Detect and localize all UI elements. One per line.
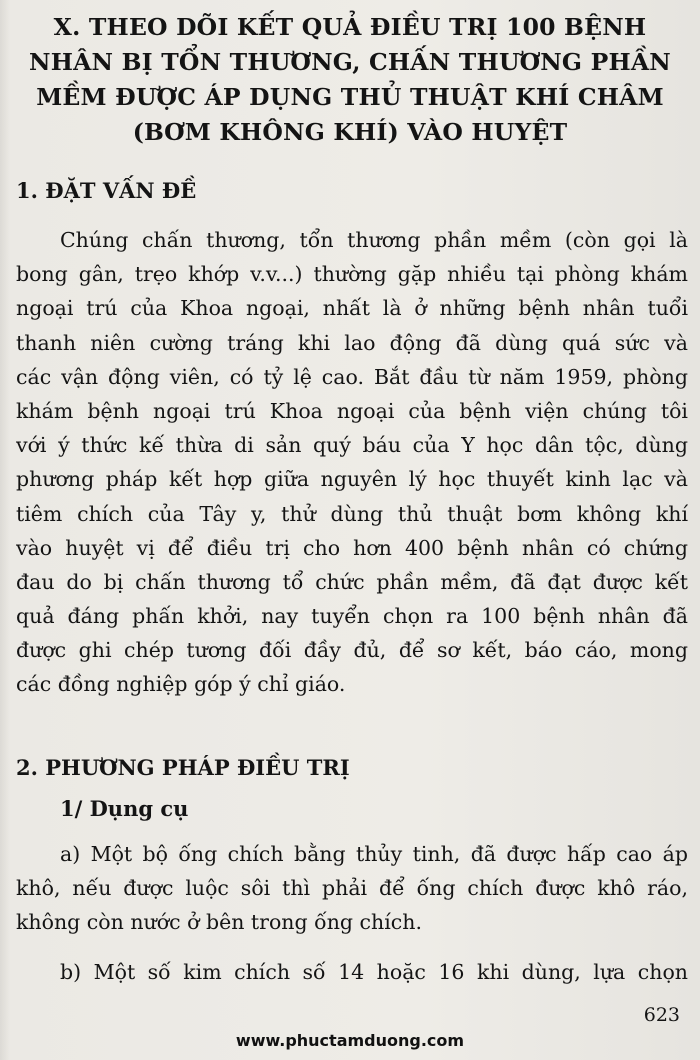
text-line: các đồng nghiệp góp ý chỉ giáo. bbox=[16, 672, 346, 697]
subsection-heading: 1/ Dụng cụ bbox=[60, 796, 189, 821]
title-line: MỀM ĐƯỢC ÁP DỤNG THỦ THUẬT KHÍ CHÂM bbox=[36, 83, 664, 111]
title-line: X. THEO DÕI KẾT QUẢ ĐIỀU TRỊ 100 BỆNH bbox=[53, 13, 647, 41]
text-line: khám bệnh ngoại trú Khoa ngoại của bệnh viện chúng tôi bbox=[16, 398, 688, 423]
text-line: tiêm chích của Tây y, thử dùng thủ thuật bơm không khí bbox=[16, 501, 688, 526]
item-a-paragraph bbox=[16, 837, 688, 940]
page-title bbox=[14, 10, 686, 150]
text-line: b) Một số kim chích số 14 hoặc 16 khi dùng, lựa chọn bbox=[60, 960, 688, 984]
text-line: với ý thức kế thừa di sản quý báu của Y học dân tộc, dùng bbox=[16, 433, 688, 458]
section-2-heading: 2. PHƯƠNG PHÁP ĐIỀU TRỊ bbox=[16, 755, 350, 780]
text-line: ngoại trú của Khoa ngoại, nhất là ở những bệnh nhân tuổi bbox=[16, 296, 688, 321]
section-1-heading: 1. ĐẶT VẤN ĐỀ bbox=[16, 178, 197, 203]
text-line: khô, nếu được luộc sôi thì phải để ống chích được khô ráo, bbox=[16, 876, 688, 901]
title-line: (BƠM KHÔNG KHÍ) VÀO HUYỆT bbox=[132, 118, 568, 146]
text-line: Chúng chấn thương, tổn thương phần mềm (còn gọi là bbox=[60, 228, 688, 252]
text-line: thanh niên cường tráng khi lao động đã dùng quá sức và bbox=[16, 330, 688, 355]
text-line: các vận động viên, có tỷ lệ cao. Bắt đầu từ năm 1959, phòng bbox=[16, 364, 688, 389]
item-b-paragraph bbox=[16, 955, 688, 989]
text-line: được ghi chép tương đối đầy đủ, để sơ kết, báo cáo, mong bbox=[16, 638, 688, 663]
text-line: vào huyệt vị để điều trị cho hơn 400 bệnh nhân có chứng bbox=[16, 535, 688, 560]
footer-website-url: www.phuctamduong.com bbox=[235, 1031, 465, 1050]
title-line: NHÂN BỊ TỔN THƯƠNG, CHẤN THƯƠNG PHẦN bbox=[29, 48, 671, 76]
text-line: đau do bị chấn thương tổ chức phần mềm, đã đạt được kết bbox=[16, 569, 688, 594]
page-number: 623 bbox=[643, 1004, 680, 1026]
section-1-paragraph bbox=[16, 223, 688, 702]
text-line: quả đáng phấn khởi, nay tuyển chọn ra 100 bệnh nhân đã bbox=[16, 604, 688, 629]
text-line: bong gân, trẹo khớp v.v...) thường gặp nhiều tại phòng khám bbox=[16, 262, 688, 287]
text-line: phương pháp kết hợp giữa nguyên lý học thuyết kinh lạc và bbox=[16, 467, 688, 492]
text-line: không còn nước ở bên trong ống chích. bbox=[16, 910, 422, 935]
text-line: a) Một bộ ống chích bằng thủy tinh, đã được hấp cao áp bbox=[60, 842, 688, 866]
